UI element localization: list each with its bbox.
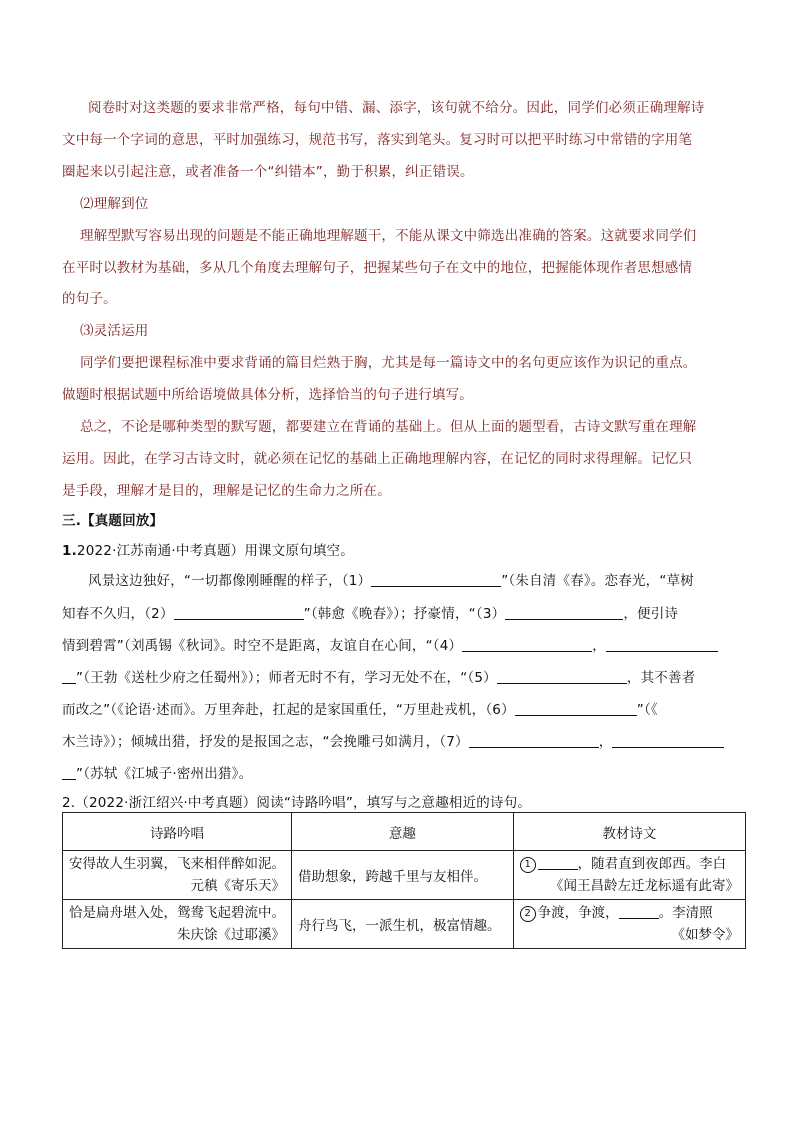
- q2-title: 2.（2022·浙江绍兴·中考真题）阅读“诗路吟唱”，填写与之意趣相近的诗句。: [62, 795, 532, 811]
- q1-text: ”（苏轼《江城子·密州出猎》。: [76, 766, 253, 782]
- q1-text: 木兰诗》）；倾城出猎，抒发的是报国之志，“会挽雕弓如满月，（7）: [62, 734, 469, 750]
- para-strict-line-3: 圈起来以引起注意，或者准备一个“纠错本”，勤于积累，纠正错误。: [62, 164, 474, 180]
- poem-line: 恰是扁舟堪入处，鸳鸯飞起碧流中。: [69, 905, 285, 921]
- header-poem: 诗路吟唱: [63, 813, 292, 851]
- q1-line-2: [62, 606, 738, 622]
- q1-text: 知春不久归，（2）: [62, 606, 174, 622]
- para-summary-line-3: 是手段，理解才是目的，理解是记忆的生命力之所在。: [62, 483, 391, 499]
- q1-text: ”（韩愈《晚春》）；抒豪情，“（3）: [303, 606, 506, 622]
- answer-blank-7a[interactable]: [469, 734, 599, 748]
- table-header-row: [63, 813, 746, 851]
- q1-number: 1.: [62, 543, 77, 559]
- para-apply-line-2: 做题时根据试题中所给语境做具体分析，选择恰当的句子进行填写。: [62, 387, 473, 403]
- cell-poem: [63, 900, 292, 949]
- answer-blank-1[interactable]: [371, 573, 501, 587]
- textbook-line: [520, 853, 739, 875]
- q1-line-3: [62, 638, 738, 654]
- table-row: [63, 900, 746, 949]
- textbook-text: ，随君直到夜郎西。李白: [577, 856, 727, 872]
- answer-blank-6[interactable]: [515, 702, 637, 716]
- answer-blank-table-1[interactable]: [538, 856, 578, 870]
- answer-blank-7c[interactable]: [62, 766, 76, 780]
- circled-number: 2: [520, 906, 536, 922]
- answer-blank-3[interactable]: [505, 606, 623, 620]
- answer-blank-7b[interactable]: [612, 734, 724, 748]
- q1-line-4: [62, 670, 738, 686]
- q1-text: 而改之”（《论语·述而》。万里奔赴，扛起的是家国重任，“万里赴戎机，（6）: [62, 702, 515, 718]
- q1-title: [62, 543, 738, 559]
- q1-source: 2022·江苏南通·中考真题）用课文原句填空。: [76, 543, 354, 559]
- q1-line-7: [62, 766, 738, 782]
- para-summary-line-1: 总之，不论是哪种类型的默写题，都要建立在背诵的基础上。但从上面的题型看，古诗文默写重在理解: [80, 419, 697, 435]
- answer-blank-4c[interactable]: [62, 670, 76, 684]
- section-title: 三.【真题回放】: [62, 513, 164, 529]
- table-row: [63, 851, 746, 900]
- para-understand-line-1: 理解型默写容易出现的问题是不能正确地理解题干，不能从课文中筛选出准确的答案。这就要求同学们: [80, 228, 697, 244]
- q1-text: ”（《: [636, 702, 658, 718]
- q1-text: ，: [592, 638, 606, 654]
- textbook-source: 《如梦令》: [671, 927, 739, 943]
- q1-text: 风景这边独好，“一切都像刚睡醒的样子，（1）: [88, 573, 372, 589]
- cell-meaning: 借助想象，跨越千里与友相伴。: [292, 851, 514, 900]
- textbook-line: [520, 902, 739, 924]
- poem-source: 朱庆馀《过耶溪》: [177, 927, 285, 943]
- q1-text: ，便引诗: [623, 606, 679, 622]
- cell-poem: [63, 851, 292, 900]
- para-understand-line-2: 在平时以教材为基础，多从几个角度去理解句子，把握某些句子在文中的地位，把握能体现作者思想感情: [62, 260, 693, 276]
- subheading-understand: ⑵理解到位: [80, 196, 149, 212]
- q1-text: ，其不善者: [626, 670, 696, 686]
- q1-line-5: [62, 702, 738, 718]
- para-understand-line-3: 的句子。: [62, 291, 117, 307]
- answer-blank-2[interactable]: [174, 606, 304, 620]
- q1-text: ，: [598, 734, 613, 750]
- poem-source: 元稹《寄乐天》: [190, 878, 285, 894]
- subheading-apply: ⑶灵活运用: [80, 323, 149, 339]
- para-strict-line-1: 阅卷时对这类题的要求非常严格，每句中错、漏、添字，该句就不给分。因此，同学们必须正确理解诗: [88, 100, 705, 116]
- textbook-text: 争渡，争渡，: [537, 905, 619, 921]
- answer-blank-4a[interactable]: [462, 638, 592, 652]
- circled-number: 1: [520, 857, 536, 873]
- para-summary-line-2: 运用。因此，在学习古诗文时，就必须在记忆的基础上正确地理解内容，在记忆的同时求得理解。记忆只: [62, 451, 693, 467]
- q1-text: 情到碧霄”（刘禹锡《秋词》。时空不是距离，友谊自在心间，“（4）: [62, 638, 463, 654]
- answer-blank-table-2[interactable]: [619, 905, 659, 919]
- cell-textbook: [513, 851, 745, 900]
- header-textbook: 教材诗文: [513, 813, 745, 851]
- textbook-source: 《闻王昌龄左迁龙标遥有此寄》: [550, 878, 739, 894]
- answer-blank-5[interactable]: [497, 670, 627, 684]
- q1-line-1: [88, 573, 738, 589]
- cell-textbook: [513, 900, 745, 949]
- header-meaning: 意趣: [292, 813, 514, 851]
- q1-text: ”（朱自清《春》。恋春光，“草树: [501, 573, 694, 589]
- textbook-text: 。李清照: [658, 905, 713, 921]
- answer-blank-4b[interactable]: [606, 638, 718, 652]
- q1-text: ”（王勃《送杜少府之任蜀州》）；师者无时不有，学习无处不在，“（5）: [76, 670, 497, 686]
- para-strict-line-2: 文中每一个字词的意思，平时加强练习，规范书写，落实到笔头。复习时可以把平时练习中常错的字用笔: [62, 132, 693, 148]
- poem-line: 安得故人生羽翼，飞来相伴醉如泥。: [69, 856, 285, 872]
- para-apply-line-1: 同学们要把课程标准中要求背诵的篇目烂熟于胸，尤其是每一篇诗文中的名句更应该作为识记的重点。: [80, 355, 697, 371]
- q1-line-6: [62, 734, 738, 750]
- poem-table: [62, 812, 746, 949]
- cell-meaning: 舟行鸟飞，一派生机，极富情趣。: [292, 900, 514, 949]
